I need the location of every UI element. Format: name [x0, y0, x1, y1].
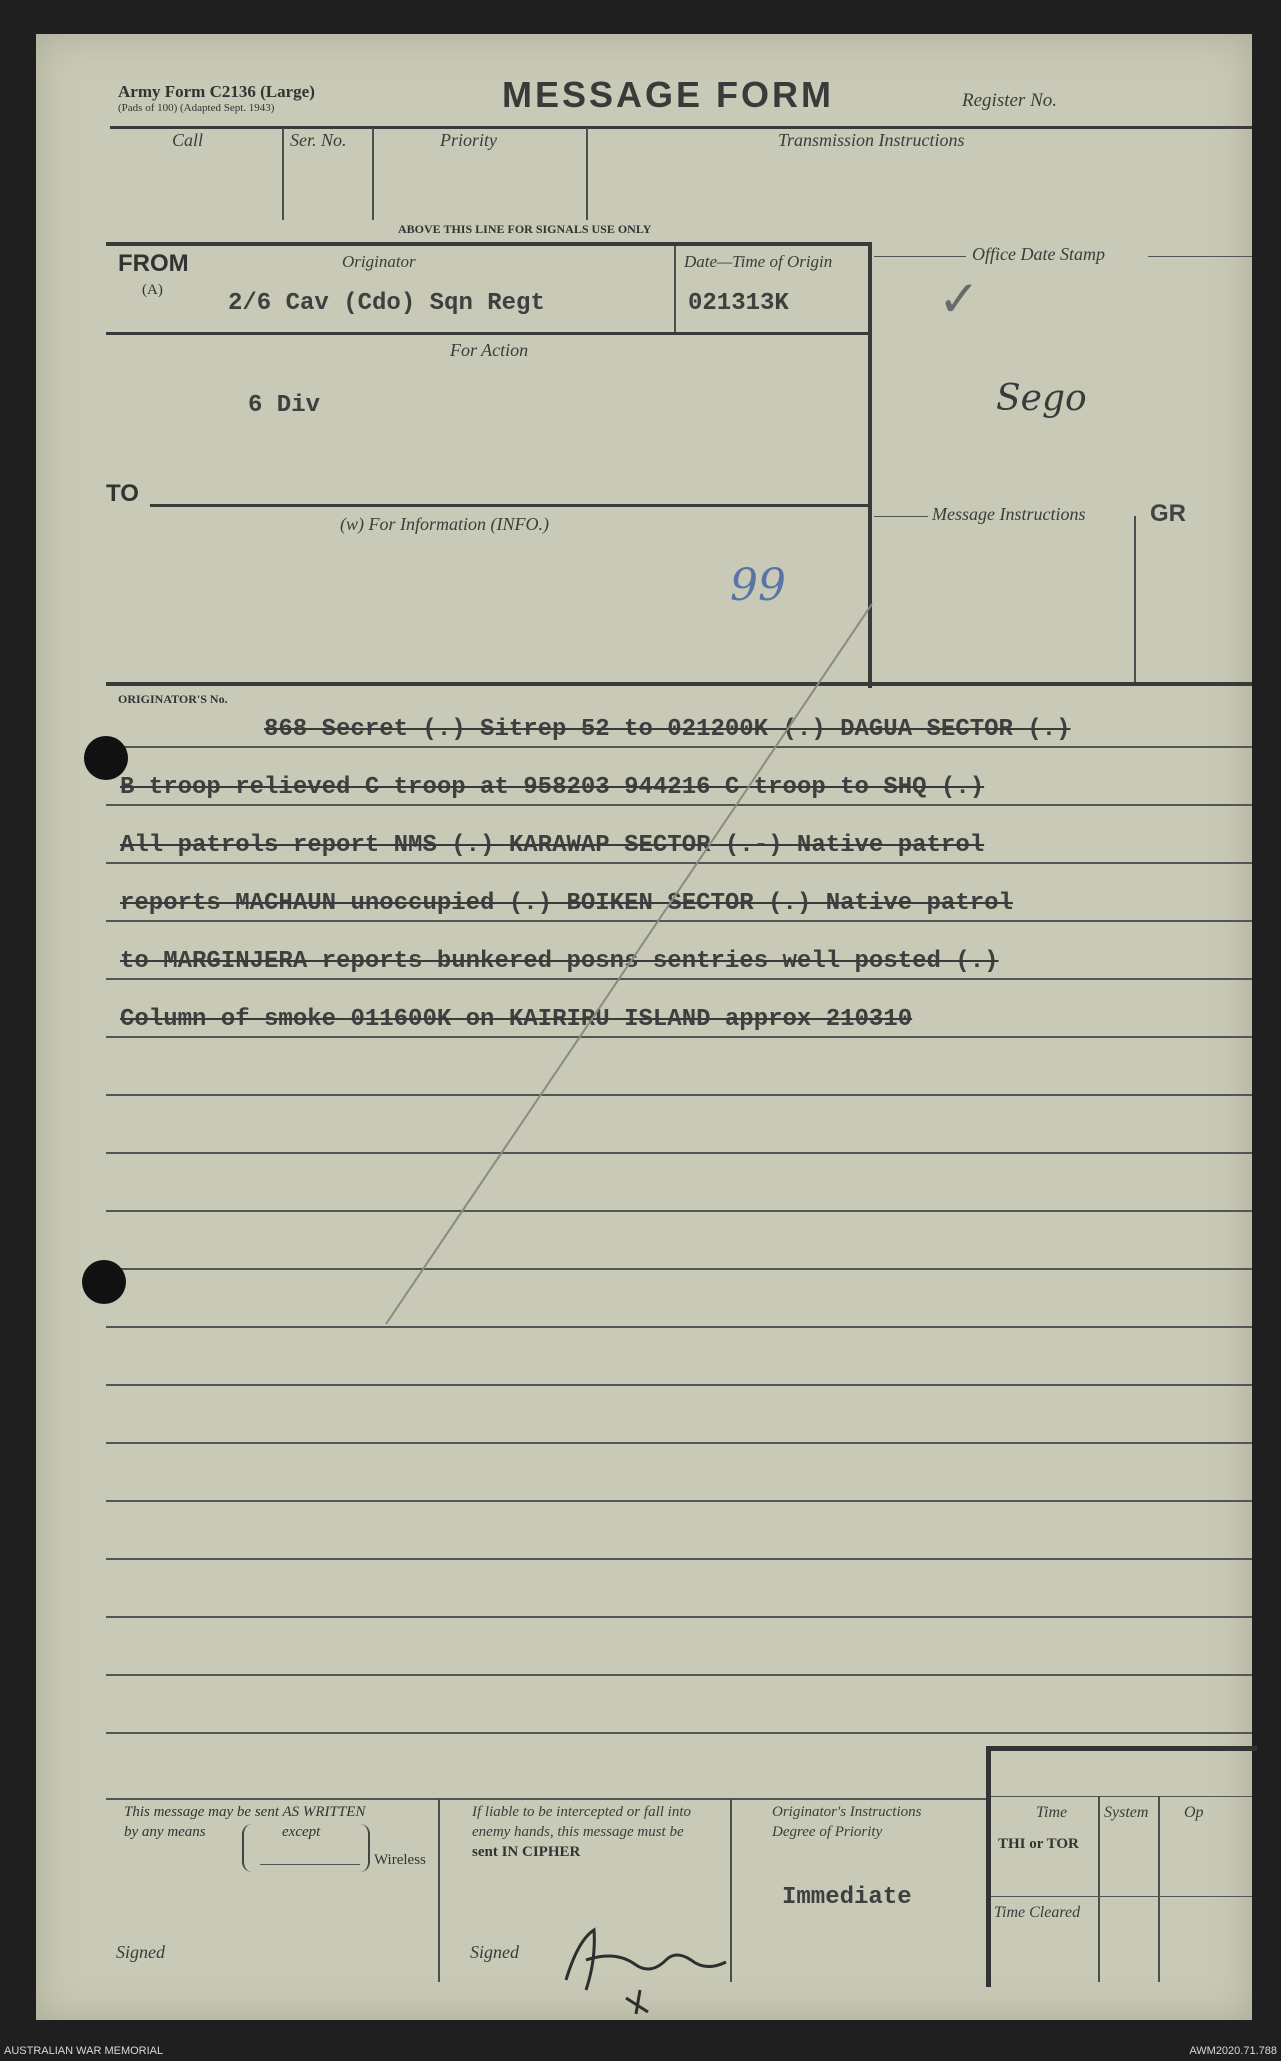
time-box-rule [991, 1896, 1252, 1897]
from-sub: (A) [142, 282, 163, 298]
action-recipient: 6 Div [248, 392, 321, 419]
system-divider [1158, 1796, 1160, 1982]
for-action-label: For Action [450, 340, 529, 360]
pencil-diagonal-line [36, 34, 1252, 2020]
date-time-value: 021313K [688, 290, 789, 317]
message-line: All patrols report NMS (.) KARAWAP SECTOR (.-) Native patrol [120, 832, 985, 859]
signed-label-1: Signed [116, 1942, 165, 1962]
originators-no-label: ORIGINATOR'S No. [118, 692, 228, 706]
register-no-label: Register No. [962, 90, 1057, 111]
gr-label: GR [1150, 500, 1186, 527]
may-be-sent-text: This message may be sent AS WRITTEN [124, 1804, 366, 1820]
call-label: Call [172, 130, 204, 150]
except-text: except [282, 1824, 321, 1840]
form-title: MESSAGE FORM [502, 74, 835, 115]
message-line: 868 Secret (.) Sitrep 52 to 021200K (.) DAGUA SECTOR (.) [264, 716, 1071, 743]
except-blank-rule [260, 1864, 360, 1865]
time-box [986, 1746, 1257, 1987]
message-line: Column of smoke 011600K on KAIRIRU ISLAND approx 210310 [120, 1006, 913, 1033]
originator-label: Originator [342, 252, 416, 271]
handwritten-signature [556, 1920, 756, 2016]
handwritten-99: 99 [730, 560, 786, 611]
stamp-initials: Sego [996, 378, 1087, 419]
signals-use-line: ABOVE THIS LINE FOR SIGNALS USE ONLY [398, 222, 652, 236]
footer-top-rule [106, 1798, 986, 1800]
priority-value: Immediate [782, 1884, 912, 1911]
message-instructions-label: Message Instructions [932, 504, 1086, 524]
ser-no-label: Ser. No. [290, 130, 347, 150]
thi-tor-label: THI or TOR [998, 1836, 1079, 1852]
op-label: Op [1184, 1804, 1204, 1821]
originator-value: 2/6 Cav (Cdo) Sqn Regt [228, 290, 545, 317]
signed-label-2: Signed [470, 1942, 519, 1962]
time-cleared-label: Time Cleared [994, 1904, 1081, 1921]
form-pads: (Pads of 100) (Adapted Sept. 1943) [118, 102, 275, 114]
stamp-check-mark: ✓ [938, 271, 980, 327]
office-date-stamp-label: Office Date Stamp [972, 244, 1105, 264]
form-code: Army Form C2136 (Large) [118, 82, 315, 101]
time-box-rule [991, 1796, 1252, 1797]
cipher-text-1: If liable to be intercepted or fall into [472, 1804, 691, 1820]
punch-hole-middle [82, 1260, 126, 1304]
from-label: FROM [118, 250, 189, 277]
punch-hole-top [84, 736, 128, 780]
originators-instructions-label: Originator's Instructions [772, 1804, 922, 1820]
message-line: B troop relieved C troop at 958203 944216 C troop to SHQ (.) [120, 774, 985, 801]
archive-caption-right: AWM2020.71.788 [1189, 2045, 1277, 2057]
archive-caption-left: AUSTRALIAN WAR MEMORIAL [4, 2045, 164, 2057]
priority-label: Priority [440, 130, 497, 150]
for-info-label: (w) For Information (INFO.) [340, 514, 549, 534]
transmission-label: Transmission Instructions [778, 130, 965, 150]
cipher-text-2: enemy hands, this message must be [472, 1824, 684, 1840]
message-line: to MARGINJERA reports bunkered posns sentries well posted (.) [120, 948, 999, 975]
message-line: reports MACHAUN unoccupied (.) BOIKEN SECTOR (.) Native patrol [120, 890, 1013, 917]
to-label: TO [106, 480, 139, 507]
cipher-text-3: sent IN CIPHER [472, 1844, 581, 1860]
footer-divider [438, 1798, 440, 1982]
message-form-sheet [36, 34, 1252, 2020]
date-time-label: Date—Time of Origin [684, 252, 833, 271]
by-any-means-text: by any means [124, 1824, 206, 1840]
wireless-text: Wireless [374, 1852, 426, 1868]
degree-of-priority-label: Degree of Priority [772, 1824, 883, 1840]
system-label: System [1104, 1804, 1149, 1821]
time-label: Time [1036, 1804, 1068, 1821]
time-divider [1098, 1796, 1100, 1982]
